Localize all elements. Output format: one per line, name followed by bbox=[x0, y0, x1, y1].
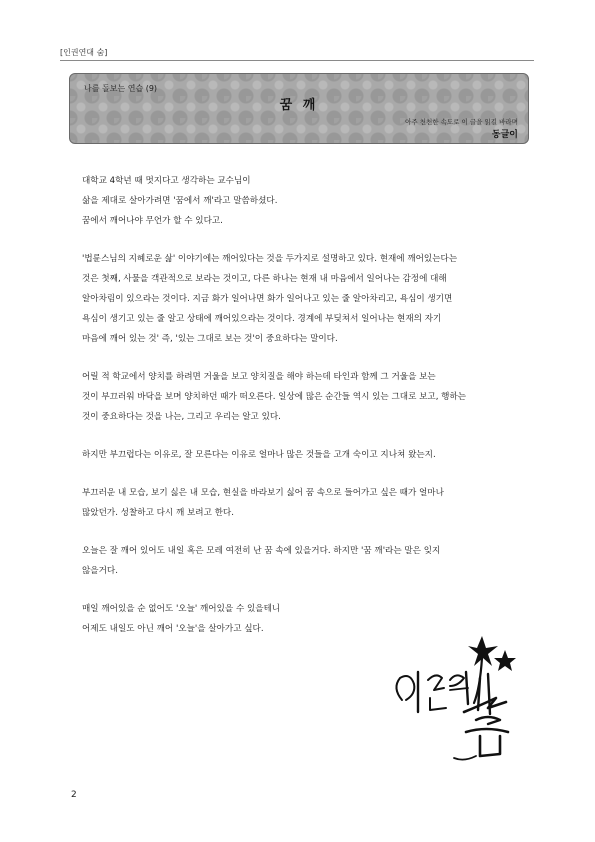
body-line: '법륜스님의 지혜로운 삶' 이야기에는 깨어있다는 것을 두가지로 설명하고 있다. 현재에 깨어있는다는 bbox=[82, 254, 458, 264]
body-paragraph bbox=[69, 171, 531, 231]
series-label: 나를 돌보는 연습 (9) bbox=[84, 84, 158, 93]
calligraphy-logo bbox=[384, 628, 534, 768]
body-line: 많았던가. 성찰하고 다시 깨 보려고 한다. bbox=[82, 508, 234, 518]
body-line: 대학교 4학년 때 멋지다고 생각하는 교수님이 bbox=[82, 176, 251, 186]
body-paragraph bbox=[69, 483, 531, 523]
header-label: [인권연대 숨] bbox=[60, 48, 108, 57]
author-name: 동글이 bbox=[491, 130, 518, 140]
page-number: 2 bbox=[71, 790, 77, 800]
reading-note: 아주 천천한 속도로 이 글을 읽길 바라며 bbox=[405, 118, 518, 126]
header-divider bbox=[60, 60, 534, 61]
body-line: 욕심이 생기고 있는 줄 알고 상태에 깨어있으라는 것이다. 경계에 부딪쳐서 일어나는 현재의 자기 bbox=[82, 314, 442, 324]
title-banner bbox=[69, 73, 529, 144]
body-line: 어제도 내일도 아닌 깨어 '오늘'을 살아가고 싶다. bbox=[82, 624, 264, 634]
body-line: 것이 중요하다는 것을 나는, 그리고 우리는 알고 있다. bbox=[82, 412, 281, 422]
body-line: 오늘은 잘 깨어 있어도 내일 혹은 모레 여전히 난 꿈 속에 있을거다. 하지만 '꿈 깨'라는 말은 잊지 bbox=[82, 546, 441, 556]
body-line: 매일 깨어있을 순 없어도 '오늘' 깨어있을 수 있을테니 bbox=[82, 604, 281, 614]
body-line: 부끄러운 내 모습, 보기 싫은 내 모습, 현실을 바라보기 싫어 꿈 속으로 들어가고 싶은 때가 얼마나 bbox=[82, 488, 444, 498]
body-paragraph bbox=[69, 249, 531, 349]
body-paragraph bbox=[69, 367, 531, 427]
body-line: 삶을 제대로 살아가려면 '꿈에서 깨'라고 말씀하셨다. bbox=[82, 196, 278, 206]
body-paragraph bbox=[69, 541, 531, 581]
body-line: 마음에 깨어 있는 것' 즉, '있는 그대로 보는 것'이 중요하다는 말이다. bbox=[82, 334, 338, 344]
body-line: 어릴 적 학교에서 양치를 하려면 거울을 보고 양치질을 해야 하는데 타인과 함께 그 거울을 보는 bbox=[82, 372, 436, 382]
body-line: 꿈에서 깨어나야 무언가 할 수 있다고. bbox=[82, 216, 223, 226]
body-paragraph bbox=[69, 445, 531, 465]
body-line: 않을거다. bbox=[82, 566, 118, 576]
body-line: 알아차림이 있으라는 것이다. 지금 화가 일어나면 화가 일어나고 있는 줄 알아차리고, 욕심이 생기면 bbox=[82, 294, 453, 304]
article-body bbox=[69, 171, 531, 657]
article-title: 꿈 깨 bbox=[279, 98, 319, 113]
body-line: 하지만 부끄럽다는 이유로, 잘 모른다는 이유로 얼마나 많은 것들을 고개 숙이고 지나쳐 왔는지. bbox=[82, 450, 436, 460]
body-line: 것은 첫째, 사물을 객관적으로 보라는 것이고, 다른 하나는 현재 내 마음에서 일어나는 감정에 대해 bbox=[82, 274, 447, 284]
body-line: 것이 부끄러워 바닥을 보며 양치하던 때가 떠오른다. 일상에 많은 순간들 역시 있는 그대로 보고, 행하는 bbox=[82, 392, 467, 402]
